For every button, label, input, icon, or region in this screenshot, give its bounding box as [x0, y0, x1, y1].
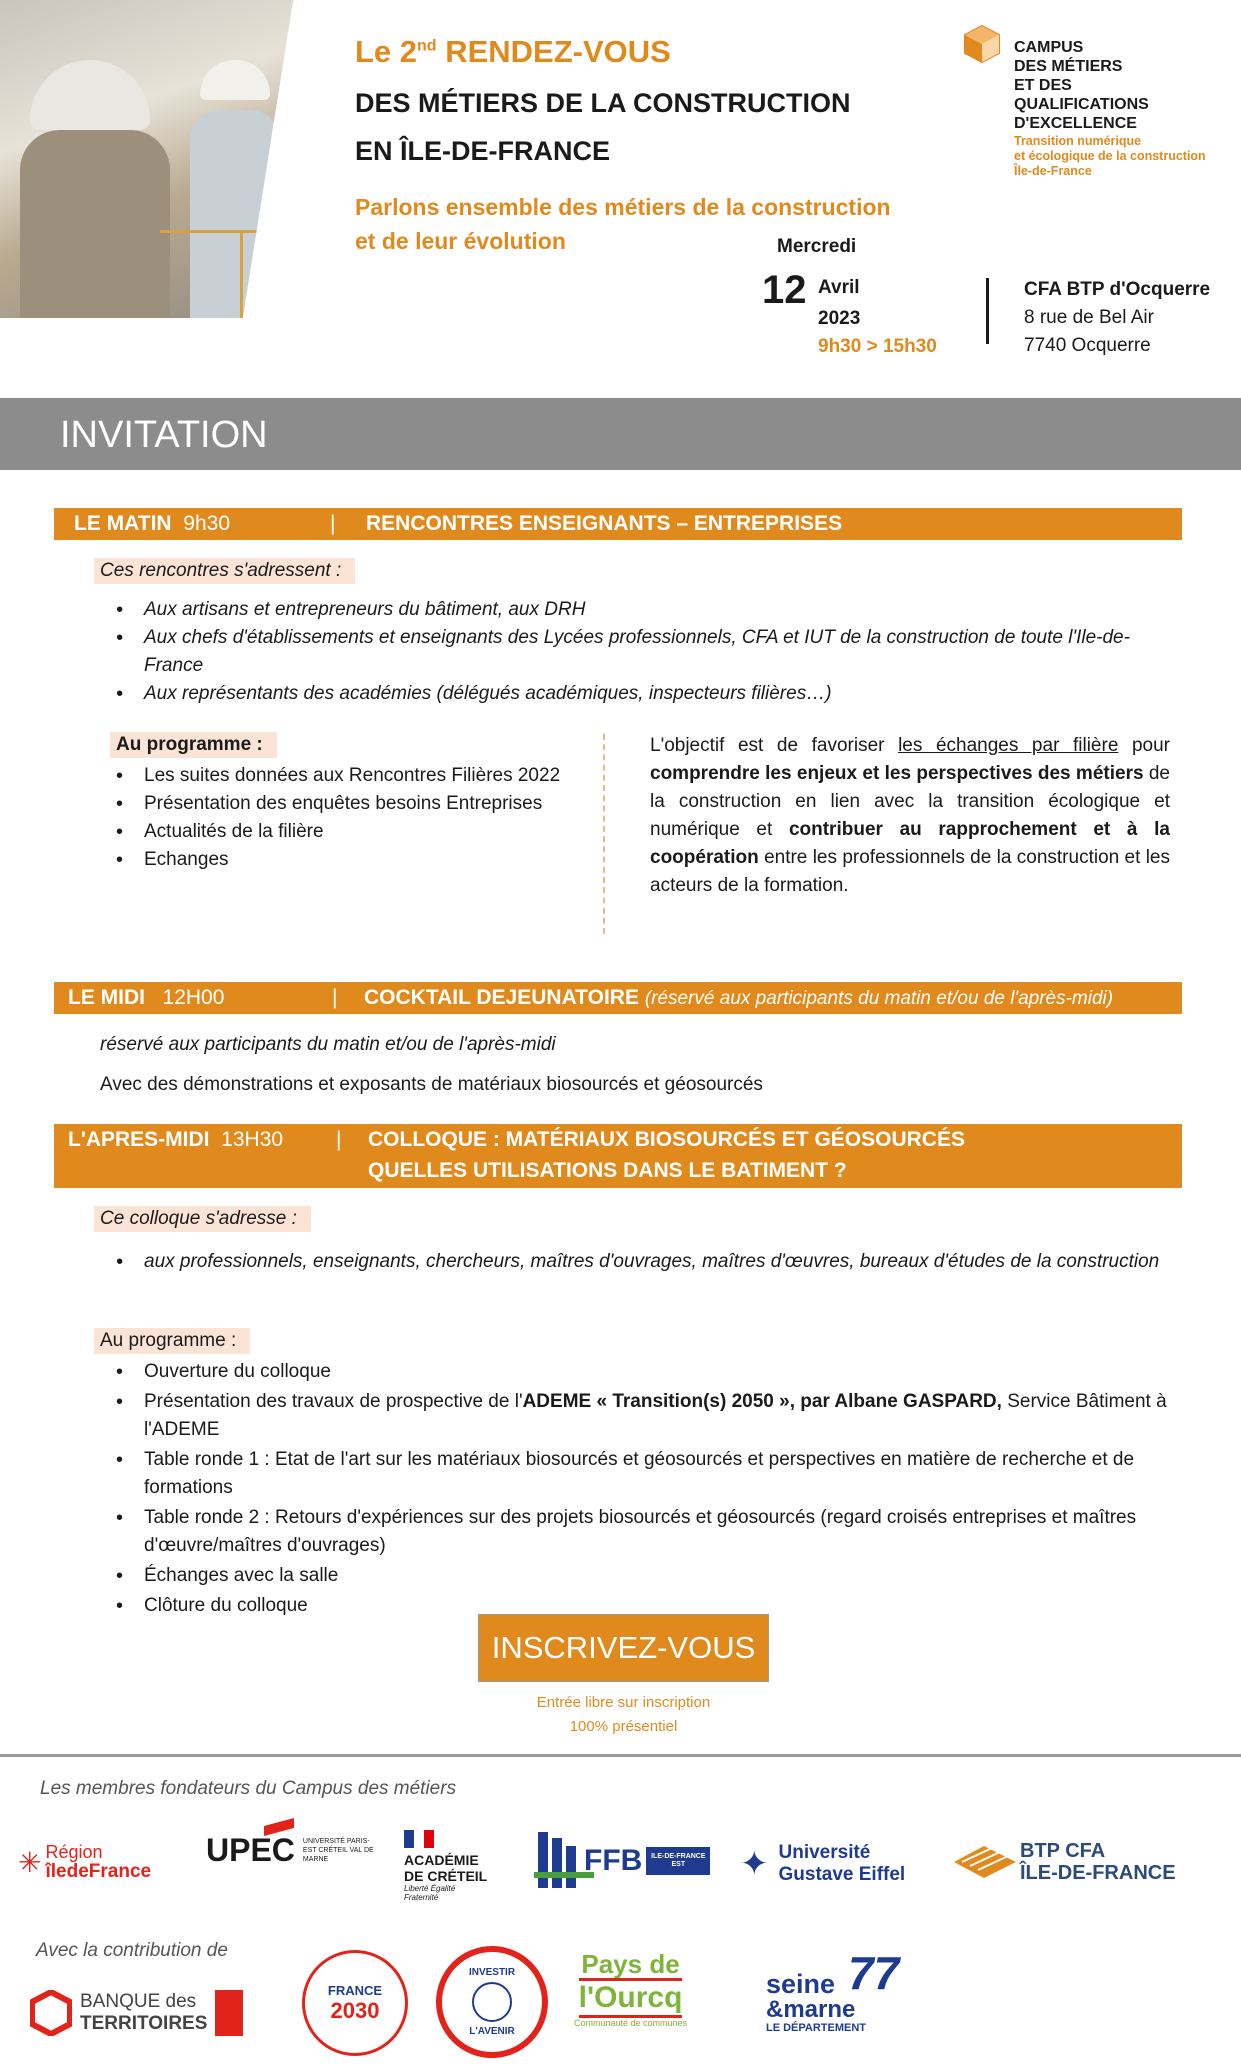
gustave-eiffel-logo: ✦ Université Gustave Eiffel: [740, 1842, 906, 1885]
list-item: • Aux représentants des académies (délégués académiques, inspecteurs filières…): [110, 680, 1180, 708]
divider: [603, 734, 605, 934]
investir-avenir-logo: INVESTIR L'AVENIR: [436, 1946, 548, 2058]
marianne-profile-icon: [472, 1982, 512, 2022]
campus-logo: CAMPUS DES MÉTIERS ET DES QUALIFICATIONS D'EXCELLENCE Transition numérique et écologique de la construction Île-de-France: [960, 22, 1230, 192]
divider: [0, 1754, 1241, 1757]
program-tag: Au programme :: [94, 1328, 250, 1354]
france-2030-logo: FRANCE 2030: [302, 1950, 408, 2056]
morning-objective: L'objectif est de favoriser les échanges par filière pour comprendre les enjeux et les perspectives des métiers de la construction en lien avec la transition écologique et numérique et contribuer au rapprochement et à la coopération entre les professionnels de la construction et les acteurs de la formation.: [650, 735, 1171, 896]
audience-tag: Ces rencontres s'adressent :: [94, 558, 355, 584]
marianne-icon: [404, 1830, 434, 1848]
list-item: • Ouverture du colloque: [110, 1358, 1180, 1386]
list-item: • aux professionnels, enseignants, chercheurs, maîtres d'ouvrages, maîtres d'œuvres, bureaux d'études de la construction: [110, 1248, 1180, 1276]
event-title-line2: DES MÉTIERS DE LA CONSTRUCTION: [355, 88, 851, 118]
register-note: Entrée libre sur inscription: [536, 1694, 711, 1711]
contrib-label: Avec la contribution de: [36, 1940, 228, 1961]
btp-mark-icon: [954, 1842, 1016, 1882]
list-item: • Présentation des enquêtes besoins Entreprises: [110, 790, 570, 818]
star-icon: ✳: [18, 1846, 42, 1878]
afternoon-audience-list: [110, 1248, 1180, 1276]
section-bar-midday: LE MIDI 12H00 | COCKTAIL DEJEUNATOIRE (réservé aux participants du matin et/ou de l'après-midi): [54, 982, 1182, 1014]
hardhat-shape: [30, 60, 150, 130]
list-item: • Table ronde 1 : Etat de l'art sur les matériaux biosourcés et géosourcés et perspectives en matière de recherche et de formations: [110, 1446, 1180, 1502]
afternoon-program-list: [110, 1358, 1180, 1620]
seine-et-marne-logo: 77 seine &marne LE DÉPARTEMENT: [766, 1947, 900, 2034]
event-weekday: Mercredi: [777, 236, 857, 257]
program-tag: Au programme :: [110, 732, 277, 758]
midday-note: réservé aux participants du matin et/ou de l'après-midi: [100, 1034, 556, 1055]
event-title: Le 2nd RENDEZ-VOUS: [355, 34, 671, 69]
register-button[interactable]: INSCRIVEZ-VOUS: [478, 1614, 769, 1682]
cube-icon: [962, 24, 1002, 64]
event-venue: CFA BTP d'Ocquerre 8 rue de Bel Air 7740 Ocquerre: [1024, 279, 1211, 356]
pays-ourcq-logo: Pays de l'Ourcq Communauté de communes: [574, 1949, 688, 2028]
list-item: • Échanges avec la salle: [110, 1562, 1180, 1590]
invitation-label: INVITATION: [60, 414, 268, 456]
hardhat-shape: [200, 60, 270, 100]
banque-territoires-logo: BANQUE des TERRITOIRES: [30, 1990, 243, 2036]
section-bar-morning: LE MATIN 9h30 | RENCONTRES ENSEIGNANTS – ENTREPRISES: [54, 508, 1182, 540]
btp-cfa-logo: BTP CFA ÎLE-DE-FRANCE: [954, 1840, 1176, 1884]
event-day: 12: [762, 268, 807, 312]
founders-label: Les membres fondateurs du Campus des métiers: [40, 1778, 457, 1799]
morning-program-list: [110, 762, 570, 874]
list-item: • Présentation des travaux de prospective de l'ADEME « Transition(s) 2050 », par Albane GASPARD, Service Bâtiment à l'ADEME: [110, 1388, 1180, 1444]
list-item: • Les suites données aux Rencontres Filières 2022: [110, 762, 570, 790]
worker-shape: [20, 130, 170, 318]
midday-description: Avec des démonstrations et exposants de matériaux biosourcés et géosourcés: [100, 1074, 763, 1095]
hexagon-icon: [30, 1990, 72, 2036]
crane-shape: [240, 230, 243, 318]
ffb-logo: FFB ILE-DE-FRANCE EST: [534, 1828, 710, 1894]
morning-audience-list: [110, 596, 1180, 708]
upec-logo: UPEC UNIVERSITÉ PARIS-EST CRÉTEIL VAL DE MARNE: [206, 1832, 383, 1869]
eiffel-mark-icon: ✦: [740, 1845, 769, 1883]
region-idf-logo: ✳ Région îledeFrance: [18, 1842, 152, 1882]
list-item: • Table ronde 2 : Retours d'expériences sur des projets biosourcés et géosourcés (regard croisés entreprises et maîtres d'œuvre/maîtres d'ouvrages): [110, 1504, 1180, 1560]
event-title-line3: EN ÎLE-DE-FRANCE: [355, 136, 610, 166]
list-item: • Echanges: [110, 846, 570, 874]
list-item: • Aux chefs d'établissements et enseignants des Lycées professionnels, CFA et IUT de la construction de toute l'Ile-de-France: [110, 624, 1180, 680]
invitation-band: [0, 398, 1241, 470]
77-mark-icon: 77: [848, 1947, 900, 1999]
caisse-depots-icon: [215, 1990, 243, 2036]
event-hours: 9h30 > 15h30: [818, 336, 937, 357]
divider: [986, 278, 989, 344]
section-bar-afternoon: L'APRES-MIDI 13H30 | COLLOQUE : MATÉRIAUX BIOSOURCÉS ET GÉOSOURCÉS QUELLES UTILISATIONS DANS LE BATIMENT ?: [54, 1124, 1182, 1188]
event-month-year: Avril 2023: [818, 277, 861, 329]
list-item: • Actualités de la filière: [110, 818, 570, 846]
list-item: • Clôture du colloque: [110, 1592, 1180, 1620]
audience-tag: Ce colloque s'adresse :: [94, 1206, 311, 1232]
hero-photo: [0, 0, 328, 318]
register-note: 100% présentiel: [569, 1718, 678, 1735]
academie-creteil-logo: ACADÉMIE DE CRÉTEIL Liberté Égalité Fraternité: [404, 1830, 487, 1902]
event-subtitle: Parlons ensemble des métiers de la construction et de leur évolution: [355, 194, 891, 254]
list-item: • Aux artisans et entrepreneurs du bâtiment, aux DRH: [110, 596, 1180, 624]
